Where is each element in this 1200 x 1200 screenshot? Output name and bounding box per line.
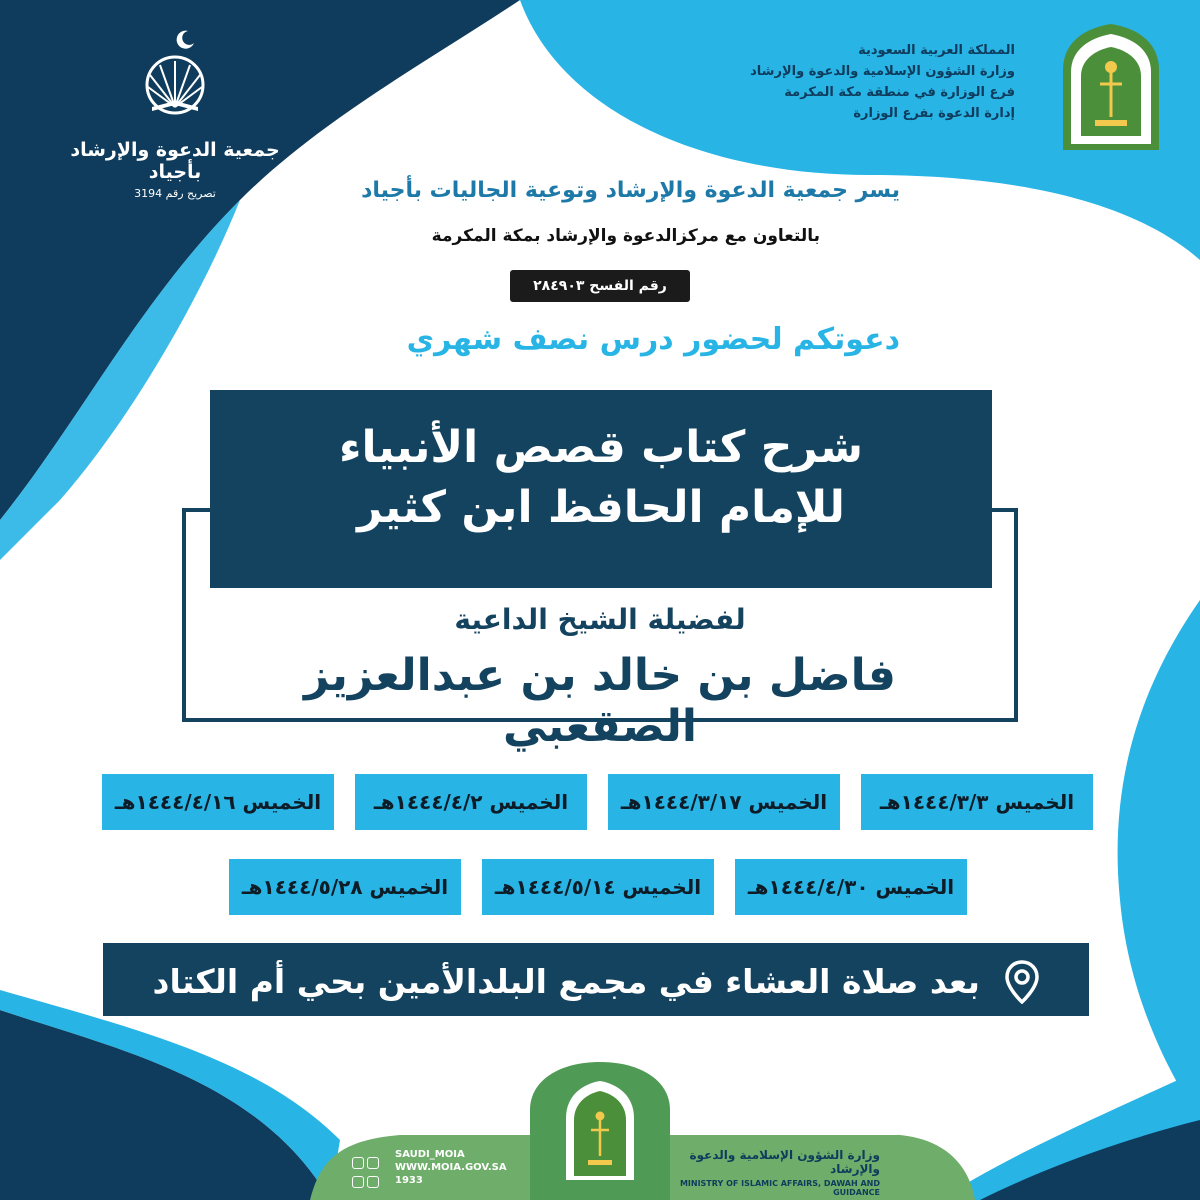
date-box: الخميس ١٤٤٤/٣/١٧هـ <box>608 774 840 830</box>
facebook-icon[interactable] <box>367 1176 379 1188</box>
presents-line: يسر جمعية الدعوة والإرشاد وتوعية الجاليات بأجياد <box>361 178 900 203</box>
twitter-icon[interactable] <box>352 1157 364 1169</box>
date-box: الخميس ١٤٤٤/٤/٢هـ <box>355 774 587 830</box>
lesson-title-line2: للإمام الحافظ ابن كثير <box>357 482 845 533</box>
ministry-emblem-icon <box>1055 22 1167 150</box>
date-box: الخميس ١٤٤٤/٥/١٤هـ <box>482 859 714 915</box>
location-pin-icon <box>1005 960 1039 1004</box>
instagram-icon[interactable] <box>367 1157 379 1169</box>
ministry-line-name: وزارة الشؤون الإسلامية والدعوة والإرشاد <box>750 64 1015 79</box>
ministry-line-country: المملكة العربية السعودية <box>858 43 1015 58</box>
footer-website[interactable]: WWW.MOIA.GOV.SA <box>395 1162 507 1173</box>
cooperation-line: بالتعاون مع مركزالدعوة والإرشاد بمكة المكرمة <box>431 226 820 246</box>
association-logo <box>70 25 280 200</box>
invitation-heading: دعوتكم لحضور درس نصف شهري <box>406 322 900 357</box>
youtube-icon[interactable] <box>352 1176 364 1188</box>
date-box: الخميس ١٤٤٤/٤/٣٠هـ <box>735 859 967 915</box>
sheikh-name: فاضل بن خالد بن عبدالعزيز الصقعبي <box>304 650 896 752</box>
footer-ministry-en: MINISTRY OF ISLAMIC AFFAIRS, DAWAH AND GUIDANCE <box>679 1179 880 1197</box>
sheikh-label: لفضيلة الشيخ الداعية <box>454 603 746 636</box>
social-icons <box>352 1154 382 1192</box>
date-box: الخميس ١٤٤٤/٤/١٦هـ <box>102 774 334 830</box>
association-license: تصريح رقم 3194 <box>134 187 216 200</box>
permit-badge: رقم الفسح ٢٨٤٩٠٣ <box>510 270 690 302</box>
footer-number: 1933 <box>395 1175 423 1186</box>
footer-ministry-emblem-icon <box>560 1080 640 1180</box>
date-box: الخميس ١٤٤٤/٥/٢٨هـ <box>229 859 461 915</box>
lesson-title-line1: شرح كتاب قصص الأنبياء <box>338 422 864 473</box>
association-logo-text: هُدًى للعَالمين <box>128 119 222 135</box>
association-name: جمعية الدعوة والإرشاد بأجياد <box>70 139 280 183</box>
ministry-line-department: إدارة الدعوة بفرع الوزارة <box>853 106 1015 121</box>
footer-contacts <box>395 1148 507 1187</box>
footer-ministry-ar: وزارة الشؤون الإسلامية والدعوة والإرشاد <box>689 1148 880 1176</box>
ministry-header <box>615 40 1015 124</box>
footer-ministry-name <box>670 1148 880 1197</box>
date-box: الخميس ١٤٤٤/٣/٣هـ <box>861 774 1093 830</box>
ministry-line-branch: فرع الوزارة في منطقة مكة المكرمة <box>784 85 1015 100</box>
lesson-title-box <box>210 390 992 588</box>
venue-text: بعد صلاة العشاء في مجمع البلدالأمين بحي أم الكتاد <box>152 962 980 1001</box>
footer-handle[interactable]: SAUDI_MOIA <box>395 1149 465 1160</box>
venue-bar <box>103 943 1089 1016</box>
sunburst-book-icon <box>130 25 220 115</box>
